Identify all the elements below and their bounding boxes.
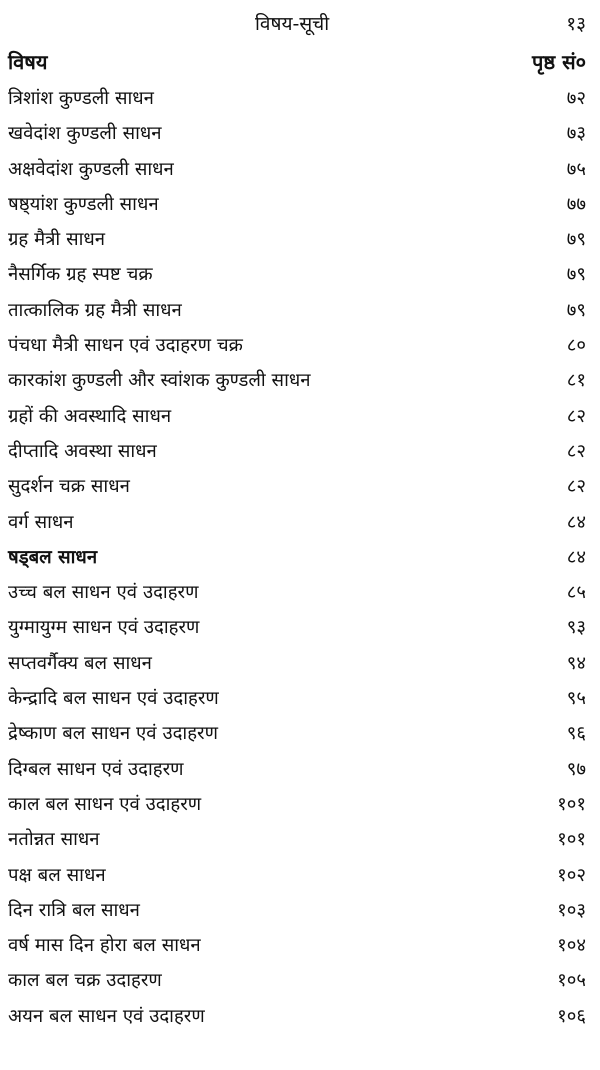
toc-entry-title: युग्मायुग्म साधन एवं उदाहरण: [8, 617, 200, 639]
toc-entry-title: दीप्तादि अवस्था साधन: [8, 440, 157, 462]
toc-entry-title: सप्तवर्गैक्य बल साधन: [8, 652, 152, 674]
toc-entry-title: पंचधा मैत्री साधन एवं उदाहरण चक्र: [8, 335, 243, 357]
toc-entry-title: केन्द्रादि बल साधन एवं उदाहरण: [8, 688, 219, 710]
toc-entry: [0, 362, 600, 397]
toc-entry: [0, 998, 600, 1033]
toc-entry: [0, 398, 600, 433]
toc-entry: [0, 327, 600, 362]
toc-entry: [0, 715, 600, 750]
toc-entry-page: ७९: [566, 299, 586, 321]
toc-entry: [0, 751, 600, 786]
toc-entry: [0, 962, 600, 997]
toc-entry-page: ९७: [566, 758, 586, 780]
toc-entry-title: षड्बल साधन: [8, 546, 98, 568]
toc-entry: [0, 292, 600, 327]
toc-entry-page: ९६: [566, 723, 586, 745]
toc-entry-page: १०२: [557, 864, 586, 886]
page-number: १३: [566, 13, 586, 35]
page-column-header: पृष्ठ सं०: [531, 50, 586, 74]
toc-entry-title: द्रेष्काण बल साधन एवं उदाहरण: [8, 723, 218, 745]
toc-entry: [0, 857, 600, 892]
toc-entry-page: ८०: [566, 335, 586, 357]
toc-entry-page: ७३: [566, 123, 586, 145]
toc-entry-page: १०३: [557, 899, 586, 921]
toc-entry-page: ७२: [566, 88, 586, 109]
toc-entry: [0, 468, 600, 503]
toc-entry-title: दिग्बल साधन एवं उदाहरण: [8, 758, 184, 780]
toc-entry-page: ९५: [566, 688, 586, 710]
toc-entry: [0, 574, 600, 609]
toc-entry-title: त्रिशांश कुण्डली साधन: [8, 88, 154, 109]
toc-entry-page: ७५: [566, 158, 586, 180]
toc-entry-title: अयन बल साधन एवं उदाहरण: [8, 1005, 205, 1027]
toc-entry: [0, 186, 600, 221]
toc-entry-page: ९३: [566, 617, 586, 639]
toc-entry-page: ९४: [566, 652, 586, 674]
toc-entry-page: ७७: [566, 193, 586, 215]
toc-entry-page: १०१: [557, 793, 586, 815]
toc-entry: [0, 680, 600, 715]
toc-entry-title: काल बल साधन एवं उदाहरण: [8, 793, 202, 815]
toc-entry: [0, 115, 600, 150]
toc-entry: [0, 504, 600, 539]
toc-entry: [0, 609, 600, 644]
toc-entry-title: काल बल चक्र उदाहरण: [8, 970, 162, 992]
toc-entry-page: १०१: [557, 829, 586, 851]
toc-entry-title: कारकांश कुण्डली और स्वांशक कुण्डली साधन: [8, 370, 311, 392]
toc-entry-title: पक्ष बल साधन: [8, 864, 106, 886]
toc-entry-title: अक्षवेदांश कुण्डली साधन: [8, 158, 174, 180]
toc-entry-title: ग्रहों की अवस्थादि साधन: [8, 405, 172, 427]
toc-entry-page: ८२: [566, 440, 586, 462]
toc-entry-page: ७९: [566, 264, 586, 286]
toc-entry-page: ८५: [566, 582, 586, 604]
toc-entry: [0, 151, 600, 186]
toc-entry: [0, 786, 600, 821]
toc-entry: [0, 645, 600, 680]
toc-entry-title: ग्रह मैत्री साधन: [8, 229, 106, 251]
running-header: [0, 6, 600, 40]
toc-entry-page: ८२: [566, 476, 586, 498]
table-of-contents: [0, 80, 600, 1033]
toc-entry: [0, 221, 600, 256]
column-headers: [0, 44, 600, 78]
toc-entry-title: षष्ठ्यांश कुण्डली साधन: [8, 193, 159, 215]
toc-entry: [0, 892, 600, 927]
toc-entry-title: वर्ग साधन: [8, 511, 74, 533]
toc-entry-title: सुदर्शन चक्र साधन: [8, 476, 130, 498]
toc-entry-page: ८१: [566, 370, 586, 392]
toc-entry-page: ८२: [566, 405, 586, 427]
toc-entry-title: खवेदांश कुण्डली साधन: [8, 123, 162, 145]
toc-entry: [0, 927, 600, 962]
toc-entry-title: दिन रात्रि बल साधन: [8, 899, 140, 921]
toc-entry: [0, 256, 600, 291]
toc-entry-title: नतोन्नत साधन: [8, 829, 100, 851]
toc-entry-page: ८४: [566, 511, 586, 533]
toc-entry-page: ७९: [566, 229, 586, 251]
toc-entry-title: वर्ष मास दिन होरा बल साधन: [8, 935, 201, 957]
toc-entry-page: १०६: [557, 1005, 586, 1027]
toc-entry-page: १०४: [557, 935, 586, 957]
toc-entry-page: ८४: [566, 546, 586, 568]
toc-entry-title: नैसर्गिक ग्रह स्पष्ट चक्र: [8, 264, 153, 286]
toc-entry-title: उच्च बल साधन एवं उदाहरण: [8, 582, 199, 604]
toc-entry-page: १०५: [557, 970, 586, 992]
toc-section-heading: [0, 539, 600, 574]
toc-entry: [0, 821, 600, 856]
toc-entry: [0, 433, 600, 468]
toc-entry: [0, 80, 600, 115]
toc-entry-title: तात्कालिक ग्रह मैत्री साधन: [8, 299, 182, 321]
page-title: विषय-सूची: [255, 13, 330, 35]
subject-column-header: विषय: [8, 50, 48, 74]
